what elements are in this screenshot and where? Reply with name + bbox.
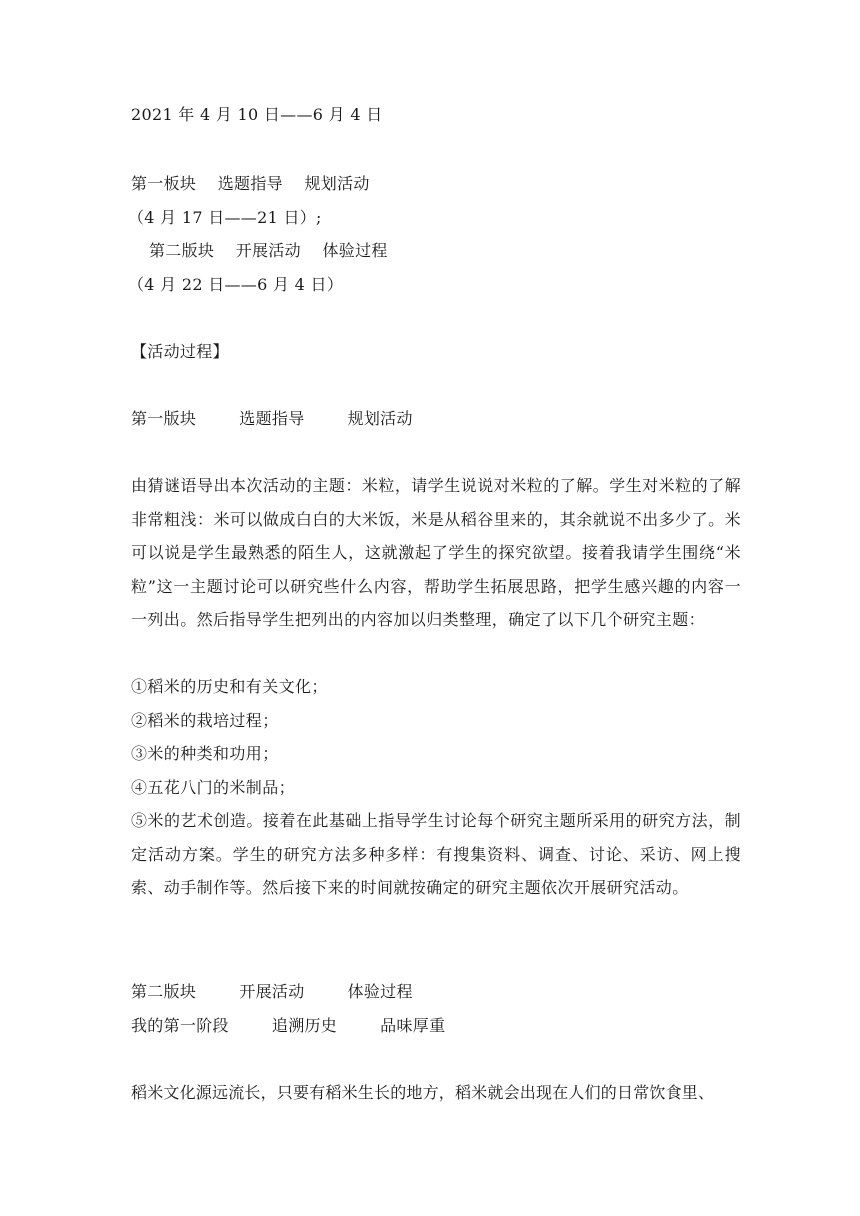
list-item: ②稻米的栽培过程； [131, 710, 279, 730]
schedule-block2-title: 第二版块 开展活动 体验过程 [149, 241, 388, 260]
process-heading: 【活动过程】 [131, 342, 229, 361]
schedule-block1-dates: （4 月 17 日——21 日）; [128, 208, 322, 227]
schedule-block1-title: 第一板块 选题指导 规划活动 [131, 174, 370, 193]
list-item: ①稻米的历史和有关文化； [131, 677, 328, 696]
schedule-block2-dates: （4 月 22 日——6 月 4 日） [128, 275, 344, 294]
section2-stage1-title: 我的第一阶段 追溯历史 品味厚重 [131, 1016, 446, 1035]
section1-intro-paragraph: 由猜谜语导出本次活动的主题：米粒，请学生说说对米粒的了解。学生对米粒的了解非常粗浅：米可以做成白白的大米饭，米是从稻谷里来的，其余就说不出多少了。米可以说是学生最熟悉的陌生人，这就激起了学生的探究欲望。接着我请学生围绕“米粒”这一主题讨论可以研究些什么内容，帮助学生拓展思路，把学生感兴趣的内容一一列出。然后指导学生把列出的内容加以归类整理，确定了以下几个研究主题： [131, 476, 741, 629]
section1-heading: 第一版块 选题指导 规划活动 [131, 409, 413, 428]
list-item: ③米的种类和功用； [131, 744, 279, 763]
section2-body-text: 稻米文化源远流长，只要有稻米生长的地方，稻米就会出现在人们的日常饮食里、 [131, 1083, 715, 1102]
activity-date-range: 2021 年 4 月 10 日——6 月 4 日 [131, 105, 383, 124]
list-item: ④五花八门的米制品； [131, 777, 296, 797]
research-topic-list [131, 670, 741, 905]
list-item: ⑤米的艺术创造。接着在此基础上指导学生讨论每个研究主题所采用的研究方法，制定活动方案。学生的研究方法多种多样：有搜集资料、调查、讨论、采访、网上搜索、动手制作等。然后接下来的时间就按确定的研究主题依次开展研究活动。 [131, 811, 741, 897]
section2-heading: 第二版块 开展活动 体验过程 [131, 982, 413, 1001]
